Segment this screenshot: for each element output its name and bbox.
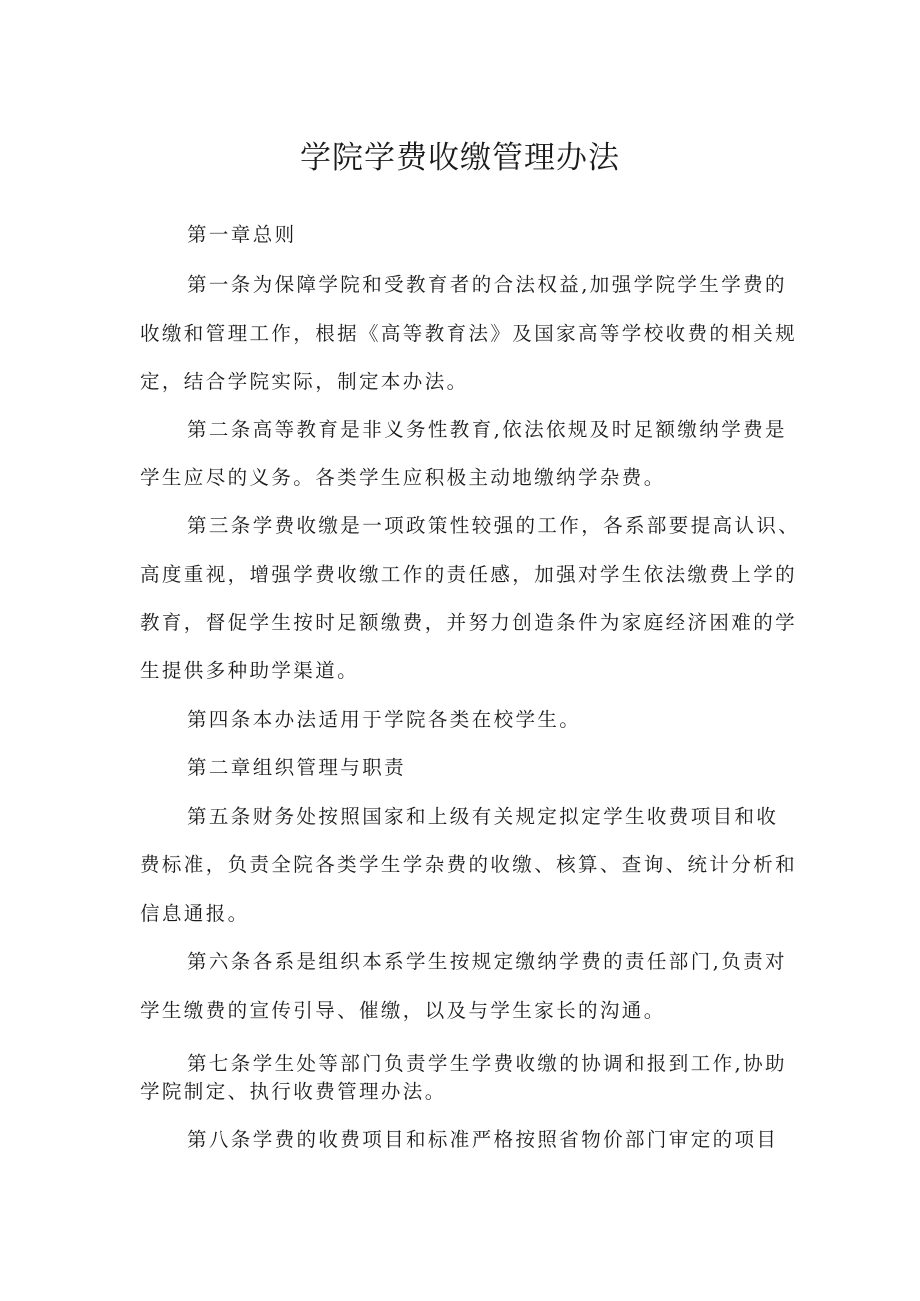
paragraph-line: 第八条学费的收费项目和标准严格按照省物价部门审定的项目	[187, 1128, 779, 1151]
paragraph-line: 学生应尽的义务。各类学生应积极主动地缴纳学杂费。	[140, 466, 666, 489]
chapter-heading: 第一章总则	[187, 223, 297, 246]
paragraph-line: 生提供多种助学渠道。	[140, 659, 360, 682]
paragraph-line: 第七条学生处等部门负责学生学费收缴的协调和报到工作,协助	[187, 1052, 787, 1075]
paragraph-line: 定，结合学院实际，制定本办法。	[140, 370, 469, 393]
document-title: 学院学费收缴管理办法	[300, 140, 620, 176]
paragraph-line: 学生缴费的宣传引导、催缴，以及与学生家长的沟通。	[140, 999, 666, 1022]
paragraph-line: 第五条财务处按照国家和上级有关规定拟定学生收费项目和收	[187, 805, 779, 828]
paragraph-line: 教育，督促学生按时足额缴费，并努力创造条件为家庭经济困难的学	[140, 611, 798, 634]
paragraph-line: 费标准，负责全院各类学生学杂费的收缴、核算、查询、统计分析和	[140, 853, 798, 876]
paragraph-line: 高度重视，增强学费收缴工作的责任感，加强对学生依法缴费上学的	[140, 563, 798, 586]
paragraph-line: 第二条高等教育是非义务性教育,依法依规及时足额缴纳学费是	[187, 418, 787, 441]
chapter-heading: 第二章组织管理与职责	[187, 756, 407, 779]
paragraph-line: 第六条各系是组织本系学生按规定缴纳学费的责任部门,负责对	[187, 950, 787, 973]
paragraph-line: 第一条为保障学院和受教育者的合法权益,加强学院学生学费的	[187, 273, 787, 296]
paragraph-line: 第四条本办法适用于学院各类在校学生。	[187, 708, 582, 731]
paragraph-line: 信息通报。	[140, 902, 250, 925]
paragraph-line: 收缴和管理工作，根据《高等教育法》及国家高等学校收费的相关规	[140, 322, 798, 345]
paragraph-line: 第三条学费收缴是一项政策性较强的工作，各系部要提高认识、	[187, 514, 801, 537]
paragraph-line: 学院制定、执行收费管理办法。	[140, 1080, 447, 1103]
